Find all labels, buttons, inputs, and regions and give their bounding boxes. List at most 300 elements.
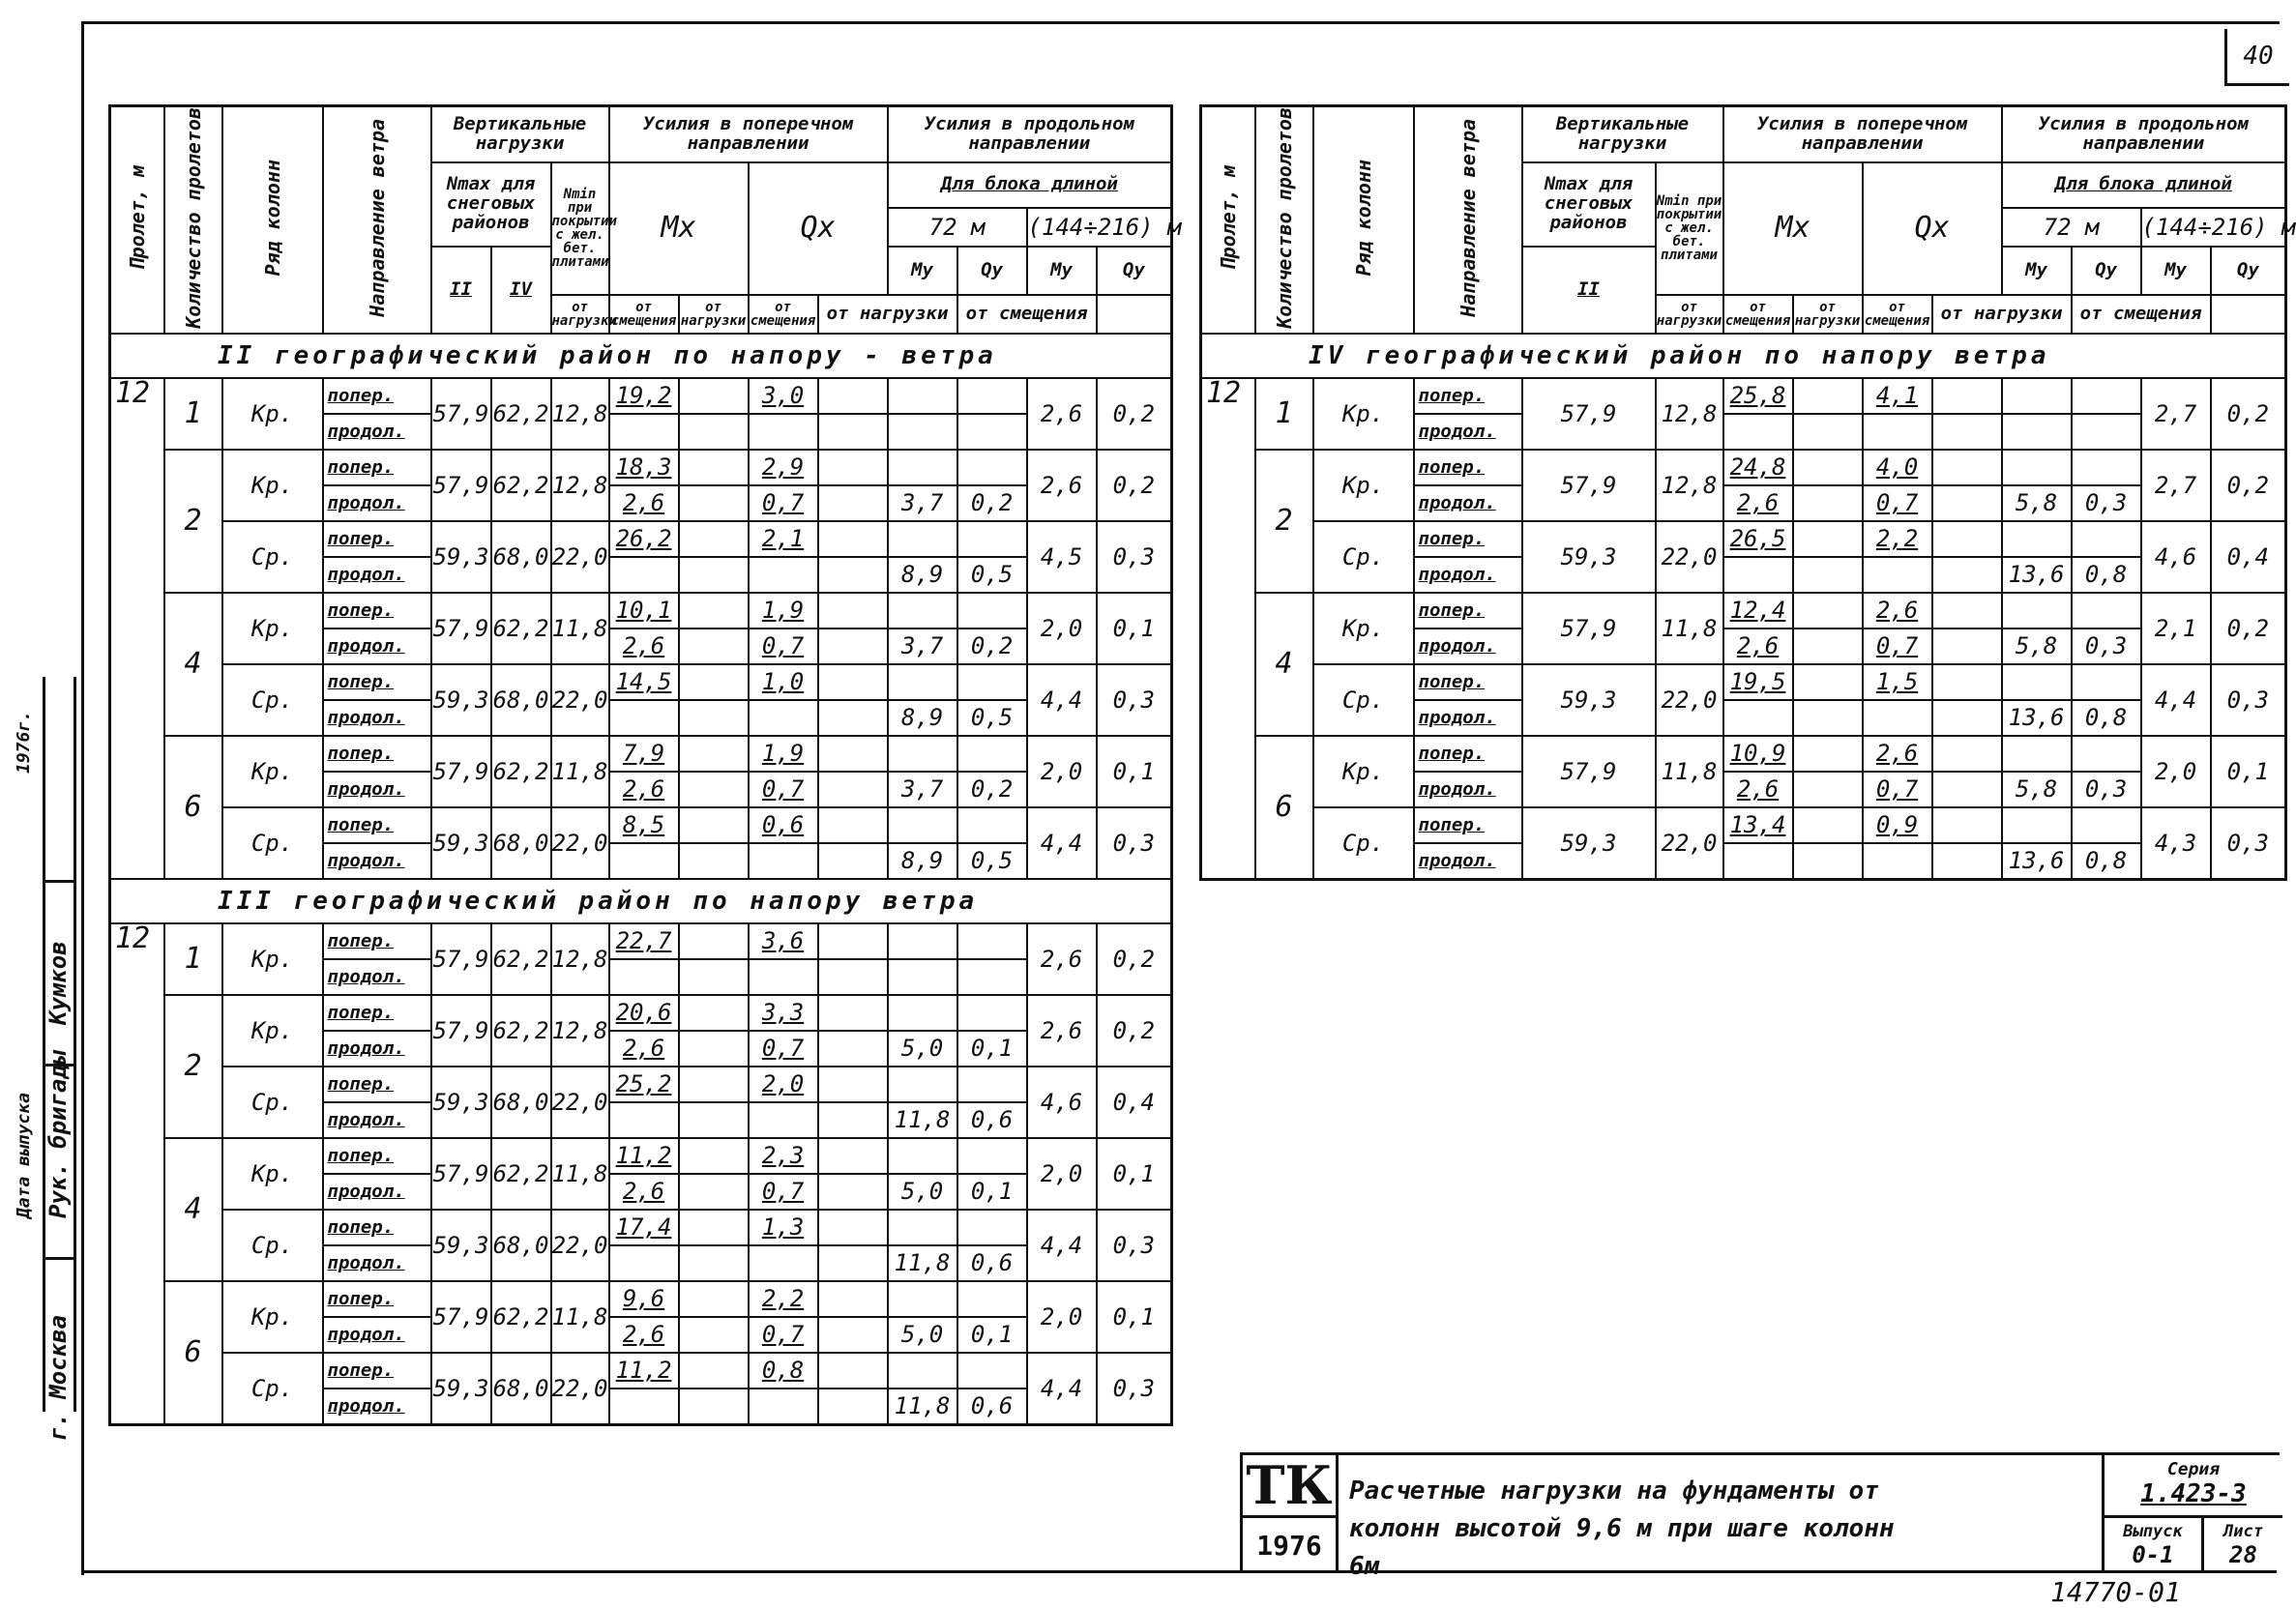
- hdr-row-r: Ряд колонн: [1313, 106, 1414, 334]
- hdr-b72-r: 72 м: [2002, 208, 2141, 247]
- mx-shift: [1793, 450, 1863, 485]
- page-number: 40: [2224, 29, 2289, 86]
- mx-load: 25,8: [1723, 378, 1793, 414]
- my-72: 5,0: [888, 1031, 957, 1067]
- dir-prod: продол.: [1414, 772, 1522, 807]
- mx-load: 8,5: [609, 807, 679, 843]
- qy-72-top: [2072, 378, 2141, 414]
- mx-load: 10,1: [609, 593, 679, 629]
- my-144: 2,0: [2141, 736, 2211, 807]
- my-72: 5,0: [888, 1317, 957, 1353]
- region-header: IV географический район по напору ветра: [1201, 334, 2286, 378]
- qy-72-top: [957, 1210, 1027, 1245]
- mx-load: 20,6: [609, 995, 679, 1031]
- issue-label: Выпуск: [2123, 1522, 2183, 1541]
- dir-prod: продол.: [323, 485, 431, 521]
- span-count: 4: [1255, 593, 1313, 736]
- my-72-top: [888, 736, 957, 772]
- my-144: 4,5: [1027, 521, 1097, 593]
- mx-shift: [679, 807, 749, 843]
- qy-72-top: [2072, 664, 2141, 700]
- my-72-top: [2002, 807, 2072, 843]
- qx-shift: [818, 378, 888, 414]
- span-value: 12: [110, 923, 164, 1425]
- n-max-2: 57,9: [431, 995, 491, 1067]
- dir-prod: продол.: [323, 414, 431, 450]
- n-min: 12,8: [1656, 378, 1723, 450]
- dir-pop: попер.: [323, 1067, 431, 1102]
- hdr-span: Пролет, м: [110, 106, 164, 334]
- n-max-4: 68,0: [491, 521, 551, 593]
- n-max-4: 68,0: [491, 1067, 551, 1138]
- column-row: Кр.: [222, 736, 323, 807]
- stamp-date-label: Дата выпуска: [14, 1092, 34, 1218]
- qy-72-top: [957, 593, 1027, 629]
- mx-load: [1723, 700, 1793, 736]
- my-144: 4,6: [1027, 1067, 1097, 1138]
- my-144: 2,7: [2141, 378, 2211, 450]
- column-row: Ср.: [222, 521, 323, 593]
- my-144: 4,4: [1027, 807, 1097, 879]
- mx-load: 18,3: [609, 450, 679, 485]
- hdr-nmax-r: Nmax для снеговых районов: [1522, 162, 1656, 248]
- column-row: Кр.: [222, 450, 323, 521]
- mx-shift: [679, 557, 749, 593]
- my-72: 13,6: [2002, 843, 2072, 880]
- mx-shift: [679, 1245, 749, 1281]
- qx-shift: [818, 414, 888, 450]
- mx-load: 26,5: [1723, 521, 1793, 557]
- qx-load: 2,2: [1863, 521, 1932, 557]
- hdr-qy144-r: Qy: [2211, 247, 2286, 295]
- mx-load: 2,6: [609, 772, 679, 807]
- my-72: [2002, 414, 2072, 450]
- n-min: 22,0: [551, 1210, 609, 1281]
- mx-load: [609, 1102, 679, 1138]
- hdr-mx: Mx: [609, 162, 749, 295]
- my-72: 8,9: [888, 557, 957, 593]
- qy-144: 0,2: [1097, 450, 1172, 521]
- mx-shift: [679, 378, 749, 414]
- n-max-2: 57,9: [431, 1138, 491, 1210]
- hdr-wind: Направление ветра: [323, 106, 431, 334]
- mx-load: 17,4: [609, 1210, 679, 1245]
- n-max-4: 62,2: [491, 1281, 551, 1353]
- dir-pop: попер.: [323, 521, 431, 557]
- my-72-top: [888, 807, 957, 843]
- my-144: 2,7: [2141, 450, 2211, 521]
- my-72: 8,9: [888, 843, 957, 879]
- mx-shift: [679, 1210, 749, 1245]
- n-min: 12,8: [551, 923, 609, 995]
- n-max-2: 57,9: [1522, 736, 1656, 807]
- qx-load: 0,7: [749, 1317, 818, 1353]
- mx-load: 10,9: [1723, 736, 1793, 772]
- my-144: 4,6: [2141, 521, 2211, 593]
- column-row: Кр.: [222, 1281, 323, 1353]
- column-row: Кр.: [1313, 450, 1414, 521]
- qx-shift: [818, 593, 888, 629]
- dir-prod: продол.: [323, 1031, 431, 1067]
- hdr-long: Усилия в продольном направлении: [888, 106, 1172, 162]
- qy-72: 0,6: [957, 1389, 1027, 1425]
- qy-72: 0,8: [2072, 843, 2141, 880]
- column-row: Кр.: [222, 593, 323, 664]
- my-72: 11,8: [888, 1245, 957, 1281]
- hdr-mx-shift: от смещения: [609, 295, 679, 334]
- n-max-4: 68,0: [491, 1210, 551, 1281]
- mx-shift: [1793, 772, 1863, 807]
- mx-load: [609, 959, 679, 995]
- qx-shift: [818, 1102, 888, 1138]
- mx-load: 19,2: [609, 378, 679, 414]
- mx-shift: [679, 772, 749, 807]
- qx-shift: [1932, 414, 2002, 450]
- my-144: 2,6: [1027, 995, 1097, 1067]
- mx-load: 2,6: [609, 1174, 679, 1210]
- n-min: 12,8: [1656, 450, 1723, 521]
- n-max-4: 62,2: [491, 995, 551, 1067]
- dir-pop: попер.: [323, 995, 431, 1031]
- dir-pop: попер.: [323, 664, 431, 700]
- qy-72: 0,3: [2072, 629, 2141, 664]
- n-max-2: 57,9: [1522, 450, 1656, 521]
- my-72: 5,0: [888, 1174, 957, 1210]
- my-144: 4,4: [1027, 1353, 1097, 1425]
- dir-prod: продол.: [323, 557, 431, 593]
- dir-pop: попер.: [323, 736, 431, 772]
- qx-shift: [1932, 807, 2002, 843]
- hdr-qx-shift-r: от смещения: [1863, 295, 1932, 334]
- qx-shift: [818, 807, 888, 843]
- qx-shift: [1932, 736, 2002, 772]
- hdr-block-r: Для блока длиной: [2002, 162, 2286, 209]
- qx-shift: [818, 700, 888, 736]
- column-row: Ср.: [222, 807, 323, 879]
- n-max-2: 59,3: [431, 1210, 491, 1281]
- n-max-4: 62,2: [491, 378, 551, 450]
- qy-144: 0,3: [1097, 521, 1172, 593]
- stamp-name: Кумков: [44, 941, 72, 1025]
- dir-prod: продол.: [1414, 414, 1522, 450]
- hdr-trans-r: Усилия в поперечном направлении: [1723, 106, 2002, 162]
- hdr-count: Количество пролетов: [164, 106, 222, 334]
- n-max-2: 57,9: [431, 593, 491, 664]
- mx-shift: [1793, 843, 1863, 880]
- mx-shift: [1793, 629, 1863, 664]
- qx-shift: [1932, 378, 2002, 414]
- n-min: 12,8: [551, 450, 609, 521]
- n-min: 11,8: [551, 593, 609, 664]
- span-count: 6: [1255, 736, 1313, 880]
- my-72-top: [888, 521, 957, 557]
- dir-pop: попер.: [323, 1281, 431, 1317]
- hdr-nmin-r: Nmin при покрытии с жел. бет. плитами: [1656, 162, 1723, 295]
- my-72: 5,8: [2002, 485, 2072, 521]
- mx-shift: [1793, 700, 1863, 736]
- mx-shift: [1793, 557, 1863, 593]
- my-144: 2,6: [1027, 450, 1097, 521]
- hdr-from-shift-r: от смещения: [2072, 295, 2211, 334]
- hdr-trans: Усилия в поперечном направлении: [609, 106, 888, 162]
- qx-load: 0,7: [749, 1031, 818, 1067]
- dir-pop: попер.: [1414, 378, 1522, 414]
- tk-logo: ТК: [1243, 1455, 1339, 1518]
- mx-shift: [679, 1031, 749, 1067]
- qy-72: 0,2: [957, 485, 1027, 521]
- n-max-2: 59,3: [431, 521, 491, 593]
- qy-72: 0,1: [957, 1031, 1027, 1067]
- my-144: 4,4: [1027, 664, 1097, 736]
- n-min: 22,0: [551, 1353, 609, 1425]
- my-72-top: [888, 1138, 957, 1174]
- hdr-nmin: Nmin при покрытии с жел. бет. плитами: [551, 162, 609, 295]
- column-row: Кр.: [222, 1138, 323, 1210]
- qx-load: 2,0: [749, 1067, 818, 1102]
- qy-144: 0,2: [2211, 378, 2286, 450]
- mx-shift: [679, 664, 749, 700]
- dir-prod: продол.: [323, 1245, 431, 1281]
- column-row: Кр.: [1313, 378, 1414, 450]
- mx-load: 24,8: [1723, 450, 1793, 485]
- column-row: Кр.: [222, 378, 323, 450]
- dir-pop: попер.: [323, 923, 431, 959]
- my-72: 11,8: [888, 1102, 957, 1138]
- qy-72: [2072, 414, 2141, 450]
- mx-shift: [679, 736, 749, 772]
- dir-prod: продол.: [1414, 485, 1522, 521]
- qx-shift: [818, 629, 888, 664]
- n-max-4: 62,2: [491, 1138, 551, 1210]
- stamp-brigade: Рук. бригады: [44, 1050, 72, 1218]
- left-load-table: [108, 104, 1182, 1426]
- qx-shift: [818, 557, 888, 593]
- span-count: 6: [164, 736, 222, 879]
- mx-load: 2,6: [1723, 772, 1793, 807]
- dir-pop: попер.: [1414, 593, 1522, 629]
- n-min: 22,0: [1656, 807, 1723, 880]
- stamp-date: 1976г.: [14, 710, 34, 774]
- qy-72: 0,5: [957, 557, 1027, 593]
- qy-144: 0,2: [1097, 378, 1172, 450]
- hdr-my144: My: [1027, 247, 1097, 295]
- mx-shift: [679, 521, 749, 557]
- my-144: 2,0: [1027, 1138, 1097, 1210]
- n-min: 11,8: [551, 1138, 609, 1210]
- span-count: 1: [1255, 378, 1313, 450]
- column-row: Кр.: [1313, 736, 1414, 807]
- n-min: 22,0: [1656, 521, 1723, 593]
- n-max-2: 59,3: [431, 664, 491, 736]
- qx-load: 0,7: [1863, 629, 1932, 664]
- dir-pop: попер.: [1414, 521, 1522, 557]
- qx-load: 1,5: [1863, 664, 1932, 700]
- qx-load: [1863, 700, 1932, 736]
- span-count: 2: [1255, 450, 1313, 593]
- mx-load: 9,6: [609, 1281, 679, 1317]
- n-max-2: 59,3: [431, 1067, 491, 1138]
- n-max-2: 59,3: [431, 1353, 491, 1425]
- mx-shift: [1793, 593, 1863, 629]
- qx-shift: [818, 1067, 888, 1102]
- mx-load: 2,6: [609, 1317, 679, 1353]
- qx-shift: [1932, 700, 2002, 736]
- qx-shift: [818, 1138, 888, 1174]
- sheet-box: [2201, 1518, 2282, 1573]
- qx-load: [1863, 843, 1932, 880]
- column-row: Ср.: [222, 1210, 323, 1281]
- column-row: Ср.: [222, 1067, 323, 1138]
- qy-144: 0,1: [1097, 1281, 1172, 1353]
- dir-pop: попер.: [1414, 736, 1522, 772]
- dir-pop: попер.: [323, 378, 431, 414]
- dir-prod: продол.: [1414, 557, 1522, 593]
- mx-shift: [1793, 664, 1863, 700]
- qx-shift: [1932, 843, 2002, 880]
- qx-shift: [818, 485, 888, 521]
- hdr-from-load-r: от нагрузки: [1932, 295, 2072, 334]
- hdr-qx-load: от нагрузки: [679, 295, 749, 334]
- dir-prod: продол.: [323, 959, 431, 995]
- dir-pop: попер.: [323, 1353, 431, 1389]
- qy-144: 0,1: [1097, 593, 1172, 664]
- mx-shift: [679, 593, 749, 629]
- qy-144: 0,3: [1097, 1353, 1172, 1425]
- qx-shift: [1932, 772, 2002, 807]
- n-max-2: 59,3: [431, 807, 491, 879]
- qy-144: 0,2: [2211, 593, 2286, 664]
- mx-shift: [679, 1174, 749, 1210]
- qy-72: 0,8: [2072, 700, 2141, 736]
- qx-load: 2,6: [1863, 736, 1932, 772]
- qy-72: 0,1: [957, 1317, 1027, 1353]
- region-header: II географический район по напору - ветра: [110, 334, 1172, 378]
- n-max-4: 68,0: [491, 1353, 551, 1425]
- my-72: 3,7: [888, 629, 957, 664]
- my-72-top: [2002, 450, 2072, 485]
- n-max-2: 59,3: [1522, 664, 1656, 736]
- qy-72: 0,6: [957, 1245, 1027, 1281]
- mx-load: 11,2: [609, 1353, 679, 1389]
- my-72-top: [2002, 664, 2072, 700]
- column-row: Ср.: [222, 1353, 323, 1425]
- qx-load: 0,7: [749, 1174, 818, 1210]
- hdr-b144: (144÷216) м: [1027, 208, 1172, 247]
- mx-load: 14,5: [609, 664, 679, 700]
- qy-72: 0,5: [957, 843, 1027, 879]
- n-max-4: 62,2: [491, 736, 551, 807]
- qy-144: 0,1: [1097, 736, 1172, 807]
- mx-load: 2,6: [609, 1031, 679, 1067]
- my-144: 2,1: [2141, 593, 2211, 664]
- qy-72: 0,2: [957, 772, 1027, 807]
- qy-144: 0,3: [2211, 664, 2286, 736]
- column-row: Кр.: [1313, 593, 1414, 664]
- mx-load: 2,6: [1723, 485, 1793, 521]
- column-row: Кр.: [222, 995, 323, 1067]
- n-max-4: 62,2: [491, 450, 551, 521]
- qy-72-top: [2072, 593, 2141, 629]
- my-72-top: [2002, 736, 2072, 772]
- n-max-4: 62,2: [491, 923, 551, 995]
- region-header: III географический район по напору ветра: [110, 879, 1172, 923]
- span-count: 2: [164, 995, 222, 1138]
- dir-prod: продол.: [323, 1389, 431, 1425]
- dir-pop: попер.: [323, 1210, 431, 1245]
- my-144: 2,6: [1027, 378, 1097, 450]
- qx-shift: [818, 521, 888, 557]
- qx-load: 0,7: [1863, 772, 1932, 807]
- mx-load: [609, 1245, 679, 1281]
- my-72: 3,7: [888, 772, 957, 807]
- dir-prod: продол.: [323, 1174, 431, 1210]
- dir-prod: продол.: [323, 629, 431, 664]
- my-72-top: [888, 1281, 957, 1317]
- qy-72: 0,3: [2072, 772, 2141, 807]
- hdr-block: Для блока длиной: [888, 162, 1172, 209]
- qy-72-top: [957, 1067, 1027, 1102]
- qy-72-top: [957, 923, 1027, 959]
- dir-pop: попер.: [1414, 664, 1522, 700]
- qx-shift: [818, 1353, 888, 1389]
- qx-shift: [818, 772, 888, 807]
- n-max-2: 57,9: [1522, 378, 1656, 450]
- n-max-4: 68,0: [491, 664, 551, 736]
- qy-72-top: [957, 664, 1027, 700]
- mx-load: 2,6: [609, 629, 679, 664]
- qy-72-top: [957, 1138, 1027, 1174]
- span-count: 1: [164, 923, 222, 995]
- hdr-b72: 72 м: [888, 208, 1027, 247]
- my-72: 13,6: [2002, 557, 2072, 593]
- hdr-my144-r: My: [2141, 247, 2211, 295]
- column-row: Ср.: [1313, 807, 1414, 880]
- qx-load: 0,6: [749, 807, 818, 843]
- hdr-vert-r: Вертикальные нагрузки: [1522, 106, 1723, 162]
- qy-72-top: [2072, 736, 2141, 772]
- hdr-mx-load: от нагрузки: [551, 295, 609, 334]
- mx-load: 26,2: [609, 521, 679, 557]
- dir-prod: продол.: [323, 843, 431, 879]
- qx-load: [749, 700, 818, 736]
- mx-load: 19,5: [1723, 664, 1793, 700]
- hdr-qy72-r: Qy: [2072, 247, 2141, 295]
- mx-shift: [1793, 807, 1863, 843]
- column-row: Ср.: [1313, 521, 1414, 593]
- qx-shift: [1932, 450, 2002, 485]
- n-min: 22,0: [551, 521, 609, 593]
- mx-shift: [679, 1281, 749, 1317]
- my-144: 2,6: [1027, 923, 1097, 995]
- mx-load: [609, 843, 679, 879]
- hdr-long-r: Усилия в продольном направлении: [2002, 106, 2286, 162]
- mx-shift: [679, 959, 749, 995]
- my-72-top: [888, 378, 957, 414]
- qx-load: 1,9: [749, 593, 818, 629]
- hdr-snow2: II: [431, 247, 491, 334]
- qy-72-top: [957, 995, 1027, 1031]
- qy-72: 0,5: [957, 700, 1027, 736]
- qy-144: 0,3: [2211, 807, 2286, 880]
- qx-load: 2,6: [1863, 593, 1932, 629]
- mx-shift: [679, 450, 749, 485]
- hdr-count-r: Количество пролетов: [1255, 106, 1313, 334]
- hdr-b144-r: (144÷216) м: [2141, 208, 2286, 247]
- mx-shift: [679, 414, 749, 450]
- my-144: 2,0: [1027, 1281, 1097, 1353]
- span-value: 12: [1201, 378, 1255, 880]
- title-block: [1240, 1452, 2280, 1581]
